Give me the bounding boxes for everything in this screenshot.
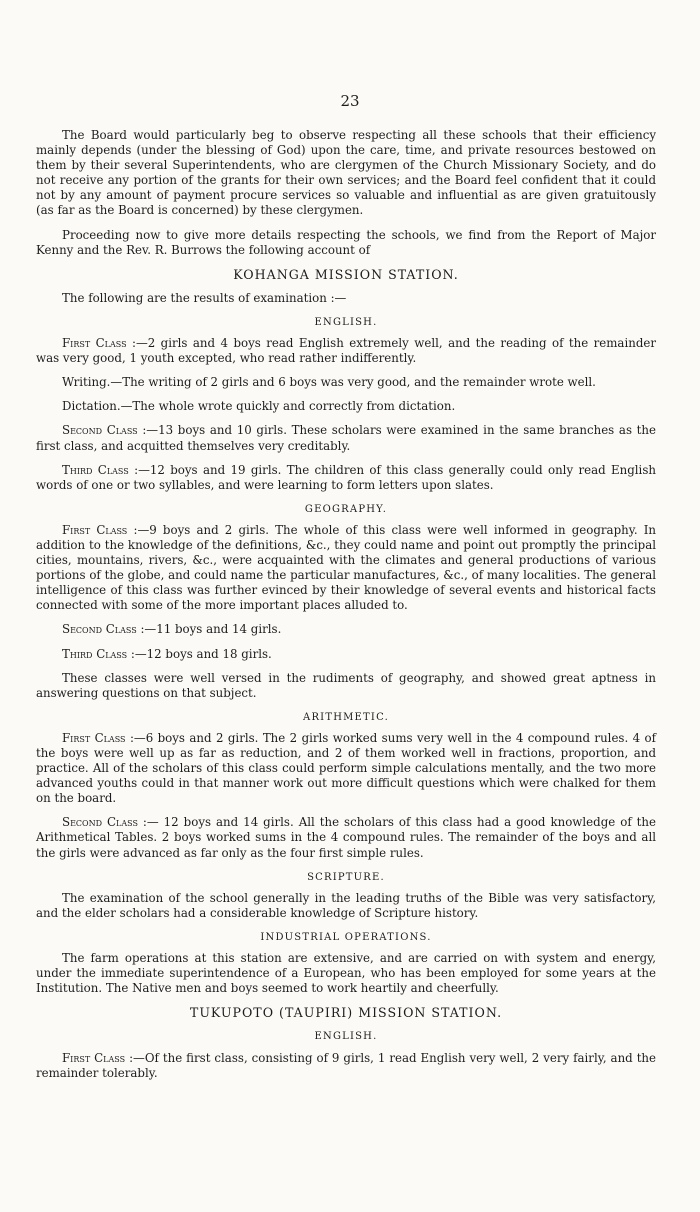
scripture-heading: SCRIPTURE. bbox=[307, 871, 385, 883]
geography-third-class bbox=[36, 647, 656, 662]
page-number: 23 bbox=[340, 92, 360, 110]
class-text: :— 12 boys and 14 girls. All the scholars of this class had a good knowledge of the Arithmetical Tables. 2 boys worked sums in the 4 compound rules. The remainder of the boys and all the girls were advanced as far only as the four first simple rules. bbox=[36, 815, 656, 860]
english-third-class bbox=[36, 463, 656, 493]
kohanga-station-title: KOHANGA MISSION STATION. bbox=[233, 266, 459, 282]
class-text: :—11 boys and 14 girls. bbox=[140, 622, 282, 637]
document-body bbox=[36, 128, 656, 1090]
class-text: :—12 boys and 19 girls. The children of this class generally could only read English words of one or two syllables, and were learning to form letters upon slates. bbox=[36, 462, 656, 492]
arithmetic-heading: ARITHMETIC. bbox=[303, 711, 389, 723]
class-text: :—2 girls and 4 boys read English extremely well, and the reading of the remainder was very good, 1 youth excepted, who read rather indifferently. bbox=[36, 336, 656, 366]
class-text: :—9 boys and 2 girls. The whole of this class were well informed in geography. In addition to the knowledge of the definitions, &c., they could name and point out promptly the principal cities, mountains, rivers, &c., were acquainted with the climates and general productions of various portions of the globe, and could name the particular manufactures, &c., of many localities. The general intelligence of this class was further evinced by their knowledge of several events and historical facts connected with some of the more important places alluded to. bbox=[36, 522, 657, 613]
class-lead: First Class bbox=[62, 336, 127, 351]
class-lead: First Class bbox=[62, 730, 126, 745]
scripture-paragraph: The examination of the school generally in the leading truths of the Bible was very satisfactory, and the elder scholars had a considerable knowledge of Scripture history. bbox=[36, 890, 656, 920]
class-text: :—6 boys and 2 girls. The 2 girls worked sums very well in the 4 compound rules. 4 of the boys were well up as far as reduction, and 2 of them worked well in fractions, proportion, and practice. All of the scholars of this class could perform simple calculations mentally, and the two more advanced youths could in that manner work out more difficult questions which were chalked for them on the board. bbox=[36, 730, 657, 806]
tukupoto-english-heading: ENGLISH. bbox=[314, 1031, 378, 1043]
class-lead: Second Class bbox=[62, 423, 138, 438]
arithmetic-first-class bbox=[36, 731, 656, 806]
english-first-class bbox=[36, 336, 656, 366]
class-text: :—13 boys and 10 girls. These scholars were examined in the same branches as the first class, and acquitted themselves very creditably. bbox=[36, 423, 656, 453]
tukupoto-station-title: TUKUPOTO (TAUPIRI) MISSION STATION. bbox=[189, 1005, 503, 1021]
class-lead: Third Class bbox=[62, 462, 129, 477]
class-lead: First Class bbox=[62, 522, 128, 537]
geography-first-class bbox=[36, 523, 656, 614]
tukupoto-first-class bbox=[36, 1051, 656, 1081]
industrial-heading: INDUSTRIAL OPERATIONS. bbox=[260, 931, 432, 943]
kohanga-english-heading: ENGLISH. bbox=[314, 316, 378, 328]
class-lead: Second Class bbox=[62, 815, 138, 830]
dictation-paragraph: Dictation.—The whole wrote quickly and correctly from dictation. bbox=[62, 399, 456, 414]
class-text: :—Of the first class, consisting of 9 girls, 1 read English very well, 2 very fairly, and the remainder tolerably. bbox=[36, 1050, 657, 1080]
english-second-class bbox=[36, 423, 656, 453]
arithmetic-second-class bbox=[36, 815, 656, 860]
writing-paragraph: Writing.—The writing of 2 girls and 6 boys was very good, and the remainder wrote well. bbox=[62, 375, 596, 390]
geography-heading: GEOGRAPHY. bbox=[304, 503, 388, 515]
intro-paragraph: The Board would particularly beg to observe respecting all these schools that their efficiency mainly depends (under the blessing of God) upon the care, time, and private resources bestowed on them by their several Superintendents, who are clergymen of the Church Missionary Society, and do not receive any portion of the grants for their own services; and the Board feel confident that it could not by any amount of payment procure services so valuable and influential as are given gratuitously (as far as the Board is concerned) by these clergymen. bbox=[36, 128, 656, 218]
class-lead: First Class bbox=[62, 1050, 126, 1065]
proceeding-paragraph: Proceeding now to give more details respecting the schools, we find from the Report of Major Kenny and the Rev. R. Burrows the following account of bbox=[36, 227, 656, 257]
industrial-paragraph: The farm operations at this station are extensive, and are carried on with system and energy, under the immediate superintendence of a European, who has been employed for some years at the Institution. The Native men and boys seemed to work heartily and cheerfully. bbox=[36, 951, 656, 996]
class-lead: Third Class bbox=[62, 646, 128, 661]
geography-summary: These classes were well versed in the rudiments of geography, and showed great aptness in answering questions on that subject. bbox=[36, 670, 656, 700]
geography-second-class bbox=[36, 622, 656, 637]
class-lead: Second Class bbox=[62, 622, 137, 637]
results-intro: The following are the results of examination :— bbox=[62, 290, 347, 305]
class-text: :—12 boys and 18 girls. bbox=[130, 646, 272, 661]
